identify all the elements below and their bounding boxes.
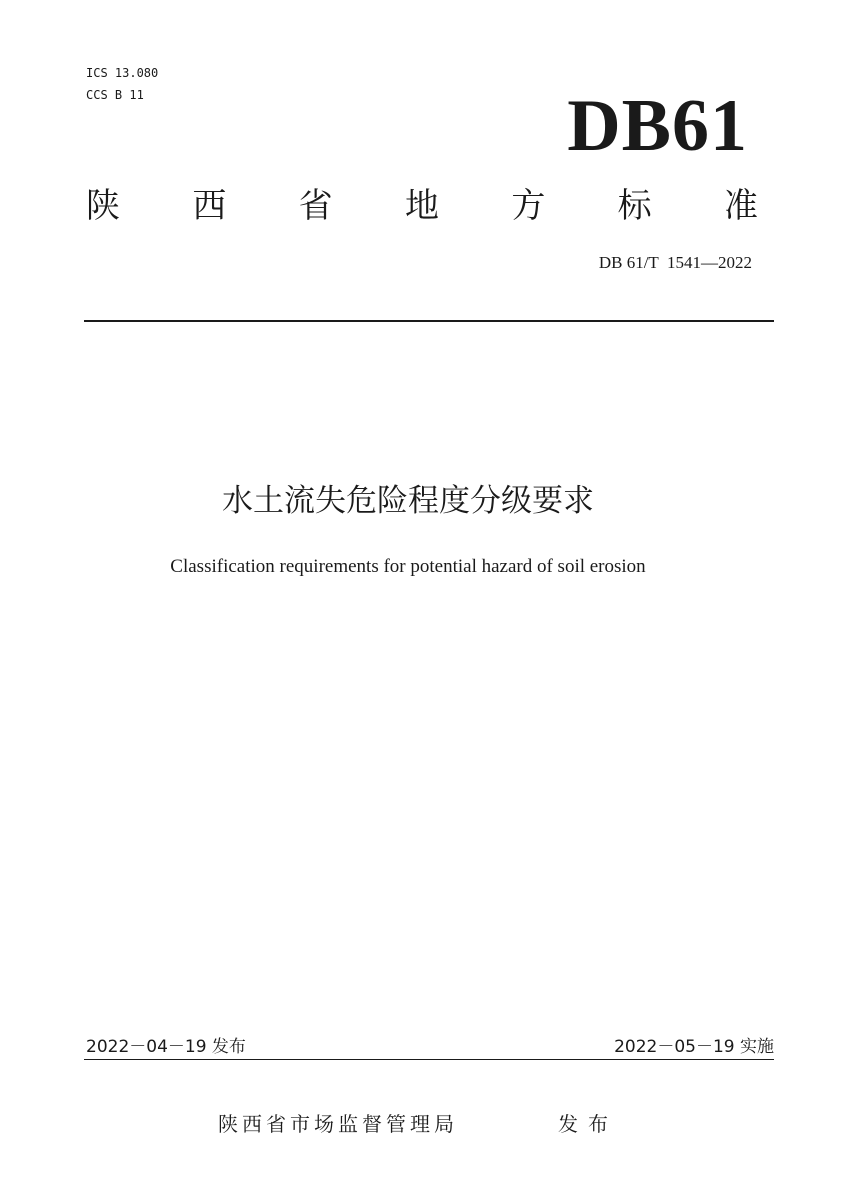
standard-logo: DB61: [567, 85, 748, 167]
header-divider: [84, 320, 774, 322]
ccs-code: CCS B 11: [86, 88, 144, 102]
implement-date: 2022－05－19 实施: [614, 1037, 774, 1057]
standard-type-heading: [86, 184, 758, 228]
publish-date: 2022－04－19 发布: [86, 1037, 246, 1057]
ics-code: ICS 13.080: [86, 66, 159, 80]
document-title-chinese: 水土流失危险程度分级要求: [222, 483, 594, 519]
standard-type-char: 省: [298, 186, 333, 226]
issue-label: 发布: [558, 1112, 618, 1136]
standard-type-char: 陕: [86, 186, 120, 226]
standard-type-char: 方: [511, 186, 546, 226]
issuing-authority: 陕西省市场监督管理局: [218, 1112, 458, 1136]
standard-type-char: 标: [617, 186, 652, 226]
footer-divider: [84, 1059, 774, 1060]
document-title-english: Classification requirements for potential hazard of soil erosion: [170, 556, 646, 577]
standard-type-char: 准: [723, 186, 758, 226]
classification-codes: [86, 62, 158, 106]
standard-type-char: 西: [192, 186, 227, 226]
standard-number: DB 61/T 1541—2022: [598, 253, 752, 272]
standard-type-char: 地: [404, 186, 439, 226]
